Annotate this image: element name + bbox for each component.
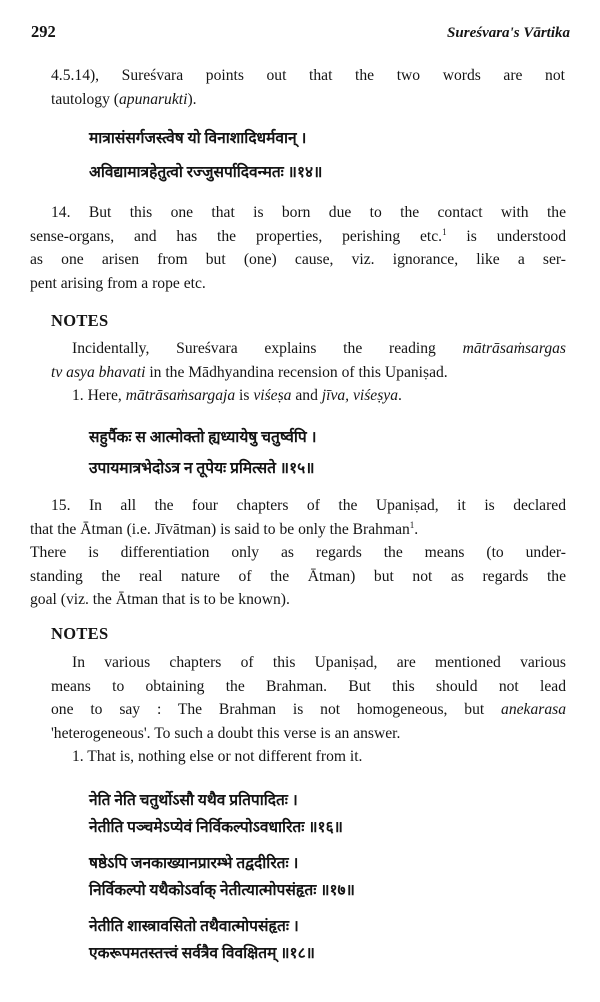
notes-2-line-4: 'heterogeneous'. To such a doubt this verse is an answer. xyxy=(51,724,401,742)
verse-14-line-2: अविद्यामात्रहेतुत्वो रज्जुसर्पादिवन्मतः ॥१४॥ xyxy=(89,164,323,181)
p15-line-4: standing the real nature of the Ātman) but not as regards the xyxy=(30,567,566,585)
p14-line-2: sense-organs, and has the properties, perishing etc.$^1$ is understood xyxy=(30,226,566,245)
verse-18-line-2: एकरूपमतस्तत्त्वं सर्वत्रैव विवक्षितम् ॥१८॥ xyxy=(89,945,315,962)
verse-16-line-2: नेतीति पञ्चमेऽप्येवं निर्विकल्पोऽवधारितः ॥१६॥ xyxy=(89,819,343,836)
term-apunarukti: apunarukti xyxy=(119,90,188,108)
notes-2-line-1: In various chapters of this Upaniṣad, are mentioned various xyxy=(72,654,566,671)
term-matrasamsargas: mātrāsaṁsargas xyxy=(462,340,566,357)
verse-17-line-1: षष्ठेऽपि जनकाख्यानप्रारम्भे तद्वदीरितः । xyxy=(89,855,299,872)
p15-line-3: There is differentiation only as regards the means (to under- xyxy=(30,544,566,561)
p15-line-1: 15. In all the four chapters of the Upaniṣad, it is declared xyxy=(51,497,566,514)
intro-line-2: tautology (apunarukti). xyxy=(51,90,197,108)
verse-15-line-2: उपायमात्रभेदोऽत्र न तूपेयः प्रमित्सते ॥१५॥ xyxy=(89,460,315,477)
p15-line-5: goal (viz. the Ātman that is to be known). xyxy=(30,591,290,608)
intro-line-1: 4.5.14), Sureśvara points out that the two words are not xyxy=(51,67,565,84)
verse-16-line-1: नेति नेति चतुर्थोऽसौ यथैव प्रतिपादितः । xyxy=(89,792,298,809)
notes-1-body xyxy=(51,337,566,408)
notes-2-line-5: 1. That is, nothing else or not different from it. xyxy=(72,748,363,765)
notes-heading-2: NOTES xyxy=(51,624,109,643)
notes-1-line-3: 1. Here, mātrāsaṁsargaja is viśeṣa and jīva, viśeṣya. xyxy=(72,387,402,404)
verse-18-line-1: नेतीति शास्त्रावसितो तथैवात्मोपसंहृतः । xyxy=(89,918,299,935)
paragraph-15 xyxy=(30,494,566,612)
running-head: Sureśvara's Vārtika xyxy=(447,25,570,41)
p14-line-4: pent arising from a rope etc. xyxy=(30,274,206,292)
notes-2-line-2: means to obtaining the Brahman. But this should not lead xyxy=(51,677,566,695)
footnote-ref: 1 xyxy=(409,519,415,530)
footnote-ref: 1 xyxy=(442,226,447,237)
notes-2-body xyxy=(51,651,566,769)
term-anekarasa: anekarasa xyxy=(501,701,566,718)
notes-heading-1: NOTES xyxy=(51,311,109,330)
p14-line-3: as one arisen from but (one) cause, viz. ignorance, like a ser- xyxy=(30,251,566,268)
p14-line-1: 14. But this one that is born due to the contact with the xyxy=(51,204,566,221)
verse-15-line-1: सहुर्पैकः स आत्मोक्तो ह्यध्यायेषु चतुर्ष्वपि । xyxy=(89,429,317,446)
term-tv-asya-bhavati: tv asya bhavati xyxy=(51,363,146,381)
notes-1-line-2: tv asya bhavati in the Mādhyandina recension of this Upaniṣad. xyxy=(51,363,448,381)
verse-14-line-1: मात्रासंसर्गजस्त्वेष यो विनाशादिधर्मवान् । xyxy=(89,130,307,147)
notes-2-line-3: one to say : The Brahman is not homogeneous, but anekarasa xyxy=(51,701,566,718)
page-number: 292 xyxy=(31,22,56,41)
page-header xyxy=(31,22,570,42)
paragraph-14 xyxy=(30,201,566,295)
p15-line-2: that the Ātman (i.e. Jīvātman) is said to be only the Brahman$^1$. xyxy=(30,519,419,538)
intro-paragraph xyxy=(51,64,565,111)
verse-17-line-2: निर्विकल्पो यथैकोऽर्वाक् नेतीत्यात्मोपसंहृतः ॥१७॥ xyxy=(89,882,355,899)
notes-1-line-1: Incidentally, Sureśvara explains the reading mātrāsaṁsargas xyxy=(72,340,566,357)
